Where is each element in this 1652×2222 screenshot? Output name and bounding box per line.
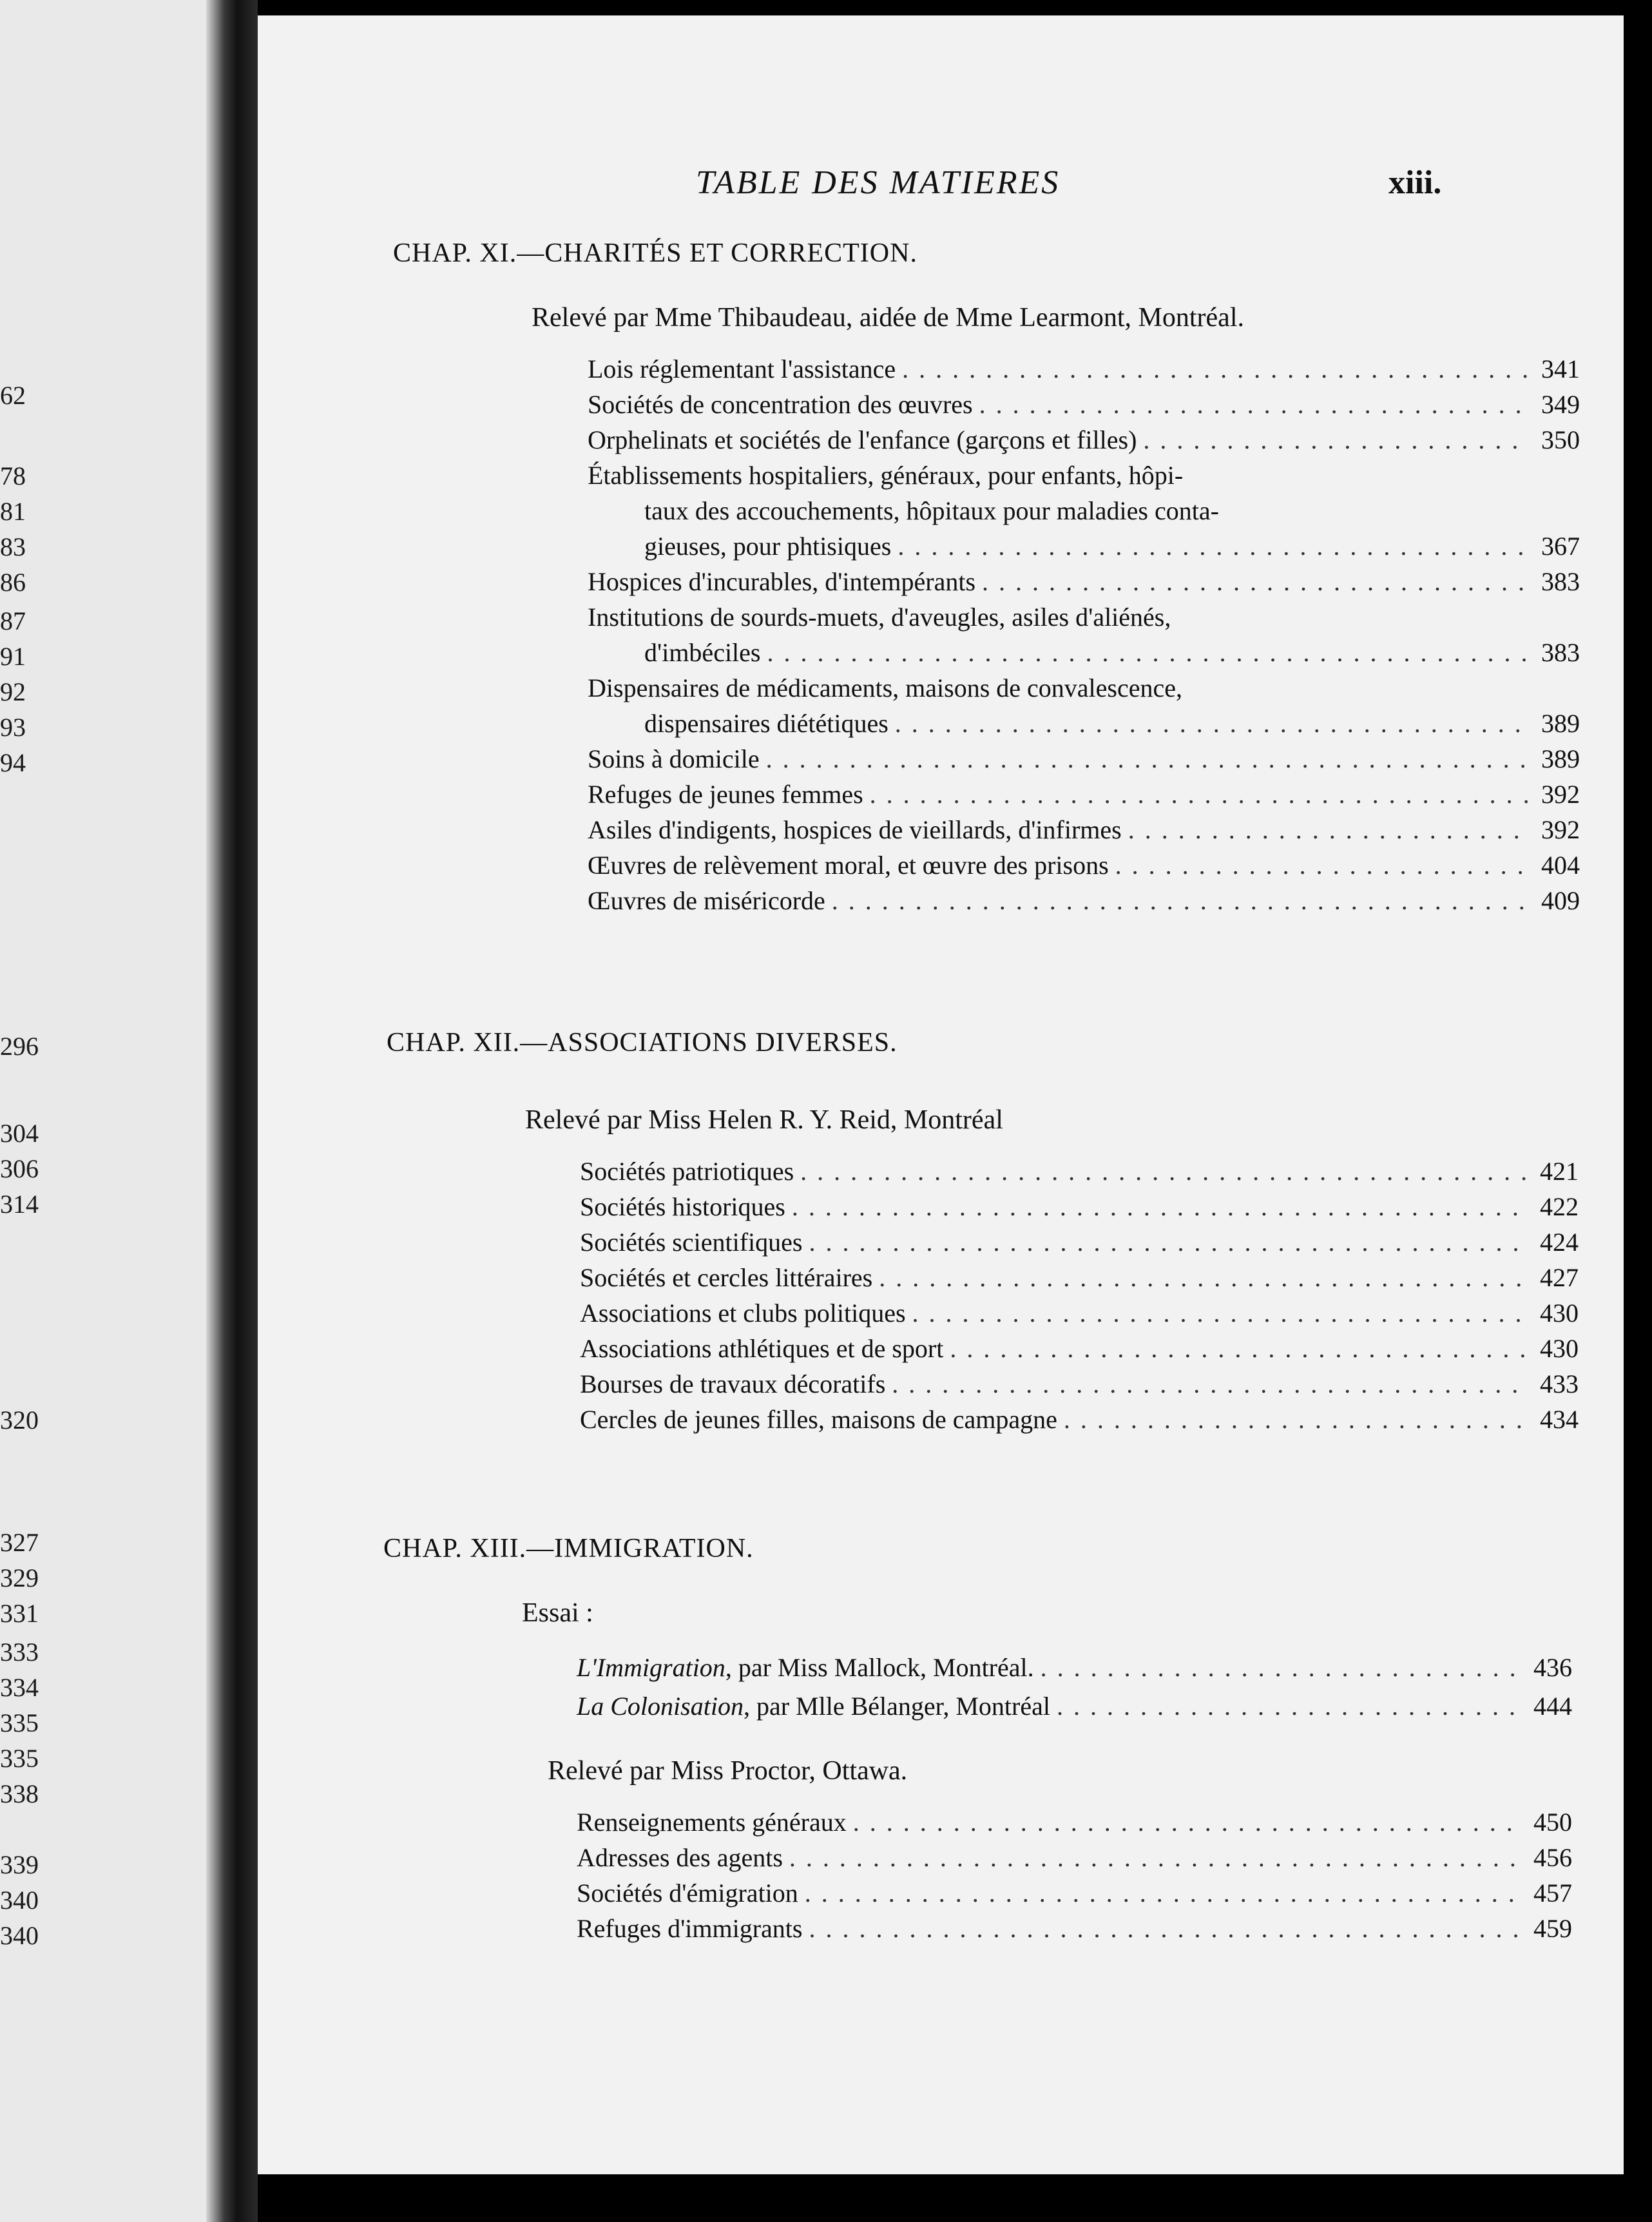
left-page-number: 94 bbox=[0, 748, 26, 777]
toc-entry: Associations et clubs politiques . . . 430 bbox=[580, 1298, 1579, 1328]
running-title: TABLE DES MATIERES bbox=[696, 164, 1061, 201]
chapter-title: CHAP. XI.—CHARITÉS ET CORRECTION. bbox=[393, 238, 917, 268]
toc-entry: Bourses de travaux décoratifs . . . 433 bbox=[580, 1369, 1579, 1399]
chapter-title: CHAP. XII.—ASSOCIATIONS DIVERSES. bbox=[387, 1028, 898, 1058]
table-of-contents-page bbox=[258, 15, 1624, 2174]
page-folio: xiii. bbox=[1388, 164, 1442, 201]
left-page-number: 93 bbox=[0, 713, 26, 742]
toc-entry: gieuses, pour phtisiques . . . 367 bbox=[644, 531, 1580, 561]
leader-dots bbox=[1143, 425, 1528, 455]
toc-entry: Sociétés de concentration des œuvres . . . 349 bbox=[588, 389, 1580, 420]
page-number: 389 bbox=[1541, 709, 1580, 738]
toc-entry: Hospices d'incurables, d'intempérants . . . 383 bbox=[588, 566, 1580, 597]
left-facing-page bbox=[0, 0, 206, 2222]
leader-dots bbox=[767, 637, 1529, 668]
toc-entry-line: taux des accouchements, hôpitaux pour maladies conta- bbox=[644, 496, 1219, 525]
page-number: 430 bbox=[1540, 1334, 1579, 1363]
left-page-number: 306 bbox=[0, 1154, 39, 1183]
leader-dots bbox=[902, 354, 1528, 384]
leader-dots bbox=[792, 1192, 1527, 1222]
left-page-number: 329 bbox=[0, 1563, 39, 1592]
page-number: 383 bbox=[1541, 638, 1580, 667]
scan-border bbox=[258, 2174, 1652, 2222]
leader-dots bbox=[809, 1227, 1527, 1257]
leader-dots bbox=[912, 1298, 1527, 1328]
toc-entry: L'Immigration, par Miss Mallock, Montréal. . . . 436 bbox=[577, 1652, 1572, 1683]
left-page-number: 339 bbox=[0, 1850, 39, 1879]
page-number: 430 bbox=[1540, 1299, 1579, 1328]
left-page-number: 327 bbox=[0, 1528, 39, 1557]
page-number: 404 bbox=[1541, 851, 1580, 880]
toc-entry: Sociétés scientifiques . . . 424 bbox=[580, 1227, 1579, 1257]
leader-dots bbox=[895, 708, 1528, 739]
page-number: 450 bbox=[1533, 1808, 1572, 1837]
toc-entry: Sociétés et cercles littéraires . . . 427 bbox=[580, 1262, 1579, 1293]
page-number: 389 bbox=[1541, 744, 1580, 773]
chapter-title: CHAP. XIII.—IMMIGRATION. bbox=[383, 1534, 754, 1563]
toc-entry: Asiles d'indigents, hospices de vieillards, d'infirmes . . . 392 bbox=[588, 815, 1580, 845]
leader-dots bbox=[809, 1913, 1521, 1944]
toc-entry: Sociétés d'émigration . . . 457 bbox=[577, 1878, 1572, 1908]
page-number: 457 bbox=[1533, 1879, 1572, 1908]
left-page-number: 314 bbox=[0, 1190, 39, 1219]
leader-dots bbox=[1115, 850, 1528, 880]
left-page-number: 333 bbox=[0, 1638, 39, 1666]
leader-dots bbox=[805, 1878, 1521, 1908]
left-page-number: 331 bbox=[0, 1599, 39, 1628]
leader-dots bbox=[832, 885, 1528, 916]
left-page-number: 92 bbox=[0, 677, 26, 706]
leader-dots bbox=[766, 744, 1528, 774]
toc-entry: Lois réglementant l'assistance . . . 341 bbox=[588, 354, 1580, 384]
leader-dots bbox=[950, 1333, 1527, 1364]
leader-dots bbox=[1064, 1404, 1527, 1435]
leader-dots bbox=[1057, 1691, 1521, 1721]
page-number: 422 bbox=[1540, 1192, 1579, 1221]
page-number: 456 bbox=[1533, 1843, 1572, 1872]
toc-entry: d'imbéciles . . . 383 bbox=[644, 637, 1580, 668]
toc-entry: La Colonisation, par Mlle Bélanger, Montréal . . . 444 bbox=[577, 1691, 1572, 1721]
left-page-number: 78 bbox=[0, 461, 26, 490]
leader-dots bbox=[789, 1842, 1521, 1873]
essay-title: L'Immigration bbox=[577, 1653, 725, 1682]
toc-entry: Œuvres de miséricorde . . . 409 bbox=[588, 885, 1580, 916]
page-number: 427 bbox=[1540, 1263, 1579, 1292]
left-page-number: 335 bbox=[0, 1744, 39, 1773]
toc-entry: Refuges de jeunes femmes . . . 392 bbox=[588, 779, 1580, 809]
left-page-number: 334 bbox=[0, 1673, 39, 1702]
page-number: 392 bbox=[1541, 815, 1580, 844]
toc-entry: Renseignements généraux . . . 450 bbox=[577, 1807, 1572, 1837]
leader-dots bbox=[879, 1262, 1527, 1293]
chapter-reviewer: Relevé par Mme Thibaudeau, aidée de Mme Learmont, Montréal. bbox=[532, 303, 1244, 333]
left-page-number: 340 bbox=[0, 1921, 39, 1950]
left-page-number: 83 bbox=[0, 532, 26, 561]
essay-title: La Colonisation bbox=[577, 1692, 744, 1721]
page-number: 421 bbox=[1540, 1157, 1579, 1186]
left-page-number: 87 bbox=[0, 606, 26, 635]
page-number: 350 bbox=[1541, 425, 1580, 454]
toc-entry-line: Établissements hospitaliers, généraux, pour enfants, hôpi- bbox=[588, 461, 1184, 490]
toc-entry: Associations athlétiques et de sport . . . 430 bbox=[580, 1333, 1579, 1364]
left-page-number: 340 bbox=[0, 1886, 39, 1915]
toc-entry: Adresses des agents . . . 456 bbox=[577, 1842, 1572, 1873]
page-number: 459 bbox=[1533, 1914, 1572, 1943]
left-page-number: 320 bbox=[0, 1406, 39, 1435]
toc-entry-line: Institutions de sourds-muets, d'aveugles, asiles d'aliénés, bbox=[588, 603, 1171, 632]
book-gutter-shadow bbox=[206, 0, 258, 2222]
chapter-reviewer: Relevé par Miss Helen R. Y. Reid, Montréal bbox=[525, 1105, 1003, 1135]
leader-dots bbox=[982, 566, 1528, 597]
left-page-number: 335 bbox=[0, 1708, 39, 1737]
leader-dots bbox=[1041, 1652, 1521, 1683]
chapter-reviewer: Relevé par Miss Proctor, Ottawa. bbox=[548, 1756, 908, 1786]
left-page-number: 81 bbox=[0, 497, 26, 526]
page-number: 434 bbox=[1540, 1405, 1579, 1434]
page-number: 341 bbox=[1541, 354, 1580, 383]
leader-dots bbox=[870, 779, 1528, 809]
left-page-number: 91 bbox=[0, 642, 26, 671]
toc-entry-line: Dispensaires de médicaments, maisons de convalescence, bbox=[588, 673, 1183, 702]
left-page-number: 86 bbox=[0, 568, 26, 597]
page-number: 409 bbox=[1541, 886, 1580, 915]
page-number: 424 bbox=[1540, 1228, 1579, 1257]
toc-entry: dispensaires diététiques . . . 389 bbox=[644, 708, 1580, 739]
leader-dots bbox=[979, 389, 1528, 420]
toc-entry: Refuges d'immigrants . . . 459 bbox=[577, 1913, 1572, 1944]
left-page-number: 304 bbox=[0, 1119, 39, 1148]
essay-heading: Essai : bbox=[522, 1598, 593, 1628]
page-number: 444 bbox=[1533, 1692, 1572, 1721]
toc-entry: Sociétés historiques . . . 422 bbox=[580, 1192, 1579, 1222]
page-number: 436 bbox=[1533, 1653, 1572, 1682]
toc-entry: Soins à domicile . . . 389 bbox=[588, 744, 1580, 774]
leader-dots bbox=[892, 1369, 1527, 1399]
toc-entry: Œuvres de relèvement moral, et œuvre des prisons . . . 404 bbox=[588, 850, 1580, 880]
toc-entry: Sociétés patriotiques . . . 421 bbox=[580, 1156, 1579, 1186]
leader-dots bbox=[800, 1156, 1527, 1186]
toc-entry: Orphelinats et sociétés de l'enfance (garçons et filles) . . . 350 bbox=[588, 425, 1580, 455]
leader-dots bbox=[1128, 815, 1528, 845]
toc-entry: Cercles de jeunes filles, maisons de campagne . . . 434 bbox=[580, 1404, 1579, 1435]
left-page-number: 62 bbox=[0, 381, 26, 410]
page-number: 367 bbox=[1541, 532, 1580, 561]
left-page-number: 296 bbox=[0, 1032, 39, 1061]
page-number: 349 bbox=[1541, 390, 1580, 419]
page-number: 392 bbox=[1541, 780, 1580, 809]
page-number: 433 bbox=[1540, 1369, 1579, 1398]
page-number: 383 bbox=[1541, 567, 1580, 596]
leader-dots bbox=[898, 531, 1528, 561]
left-page-number: 338 bbox=[0, 1779, 39, 1808]
leader-dots bbox=[853, 1807, 1521, 1837]
